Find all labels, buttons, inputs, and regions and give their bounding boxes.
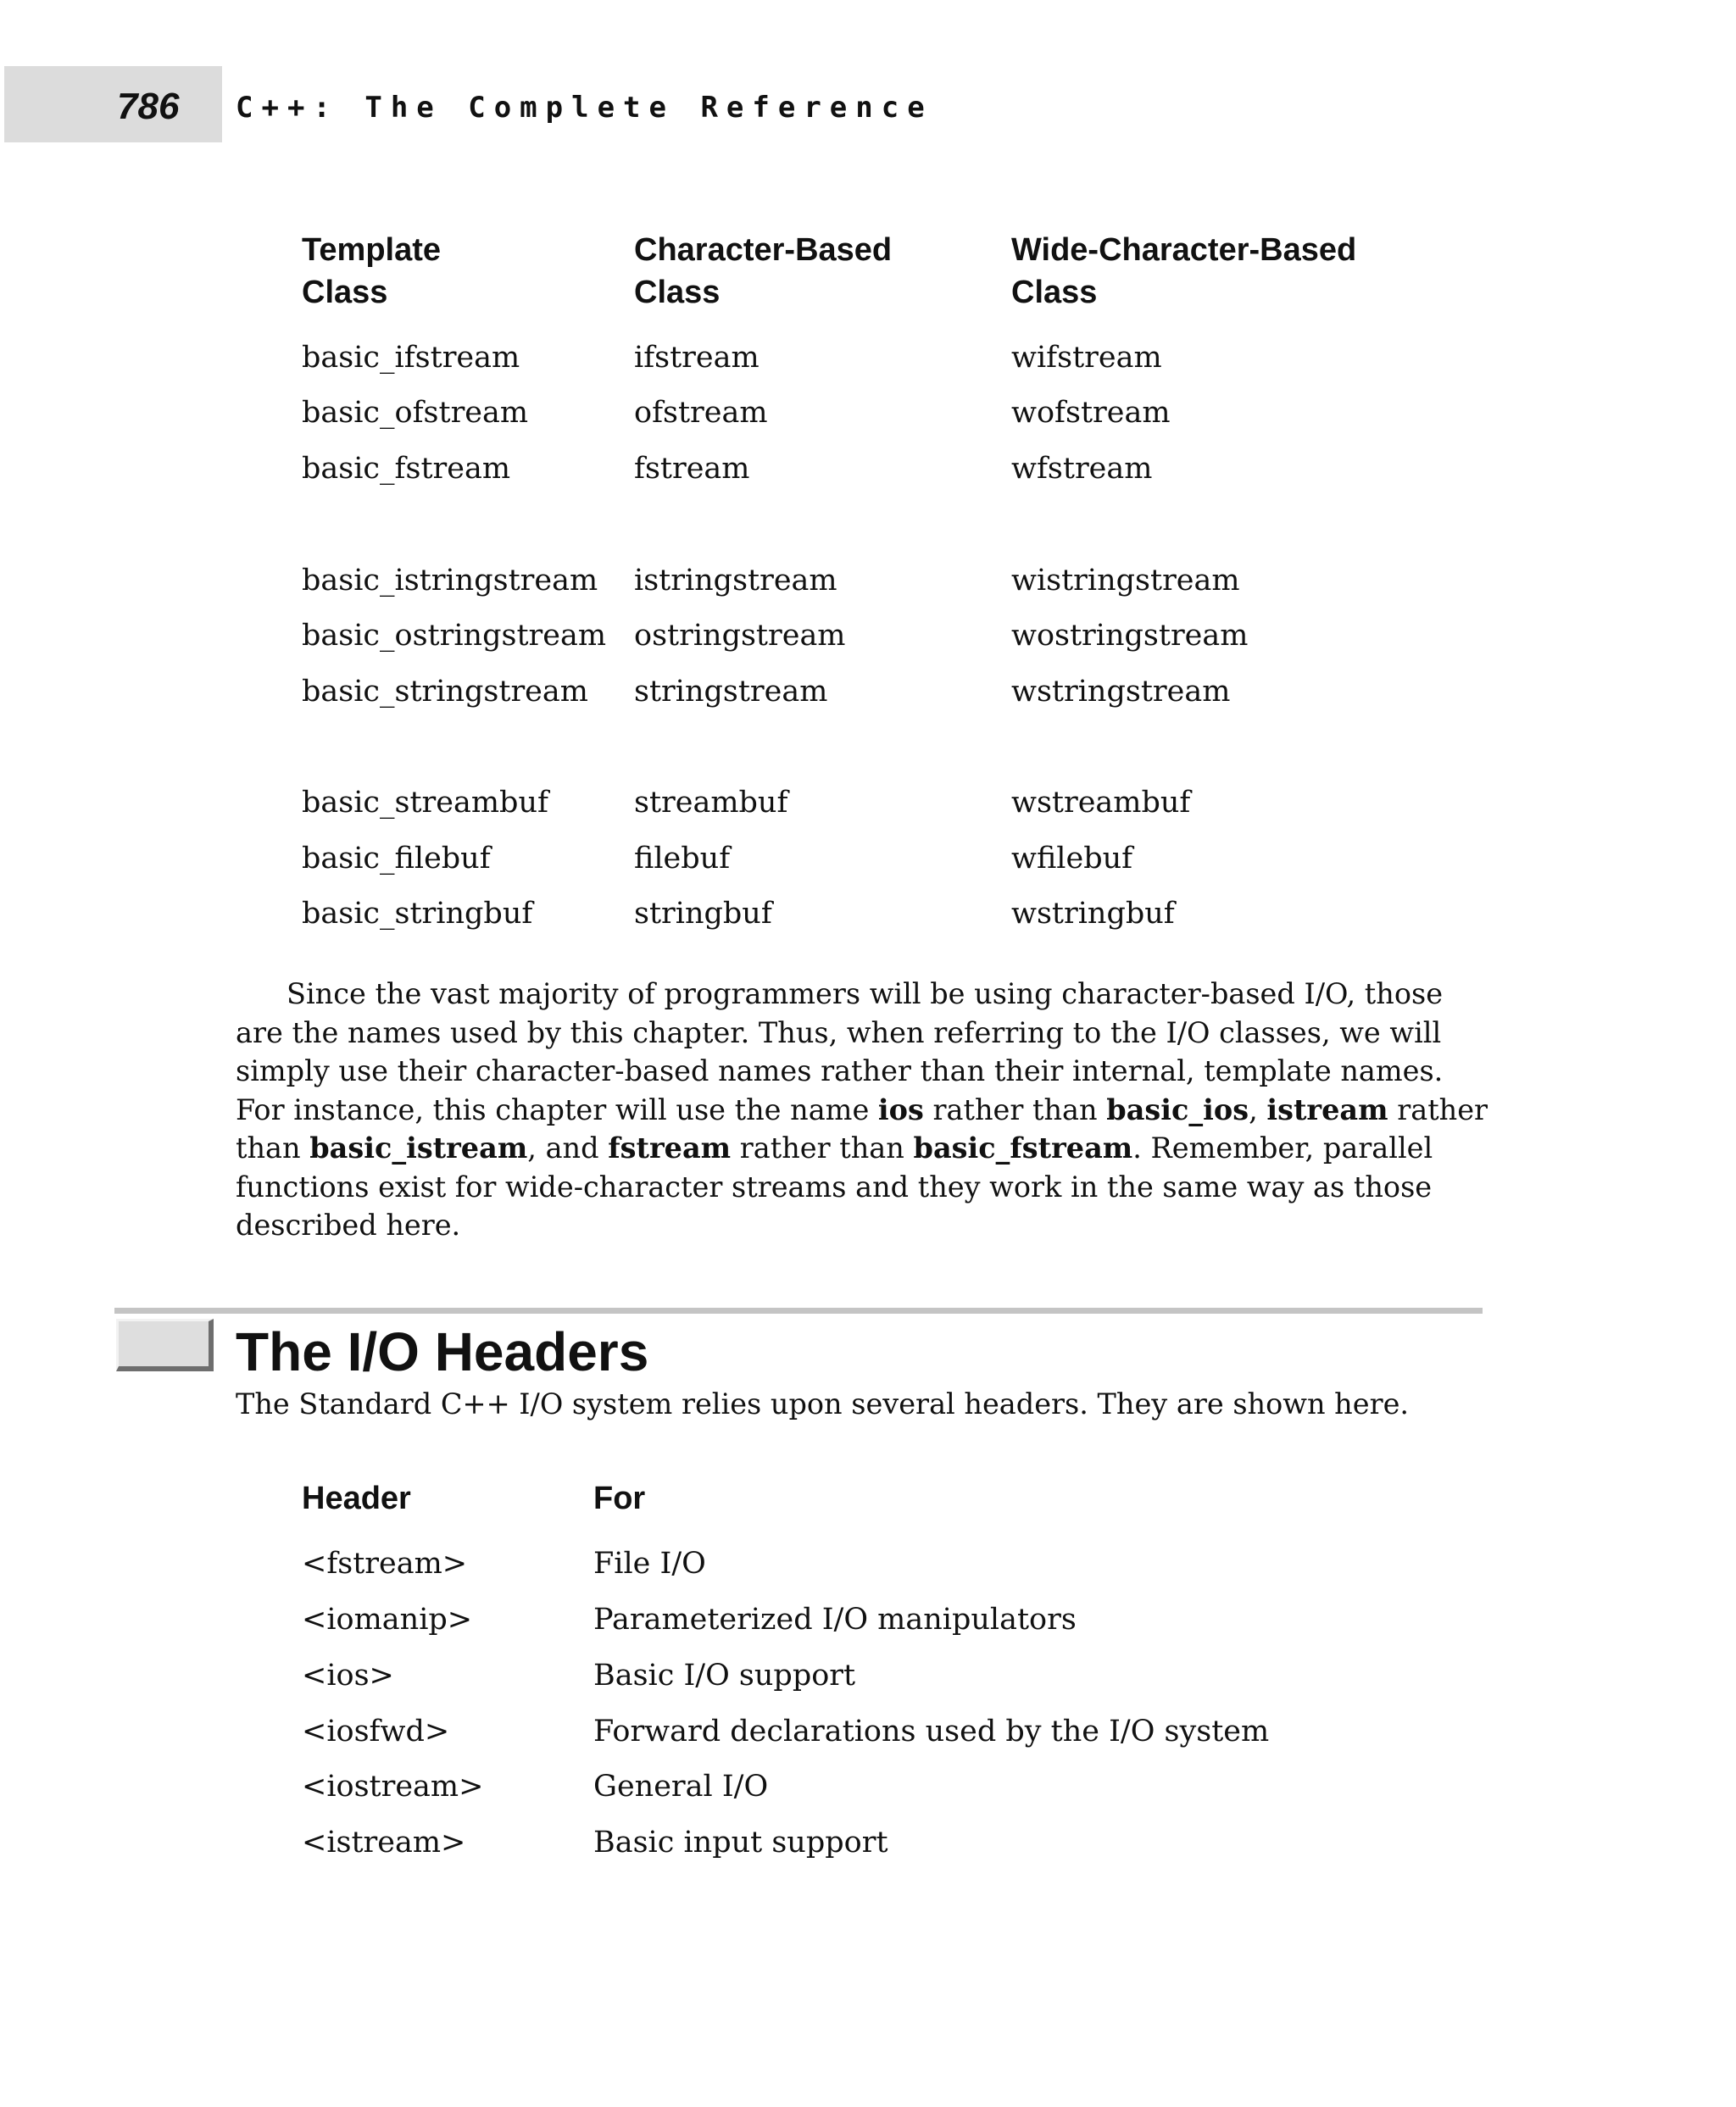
text-run: rather than bbox=[731, 1131, 914, 1165]
table-cell: <iostream> bbox=[302, 1770, 484, 1804]
table-cell: Forward declarations used by the I/O system bbox=[593, 1715, 1270, 1748]
text-run: . Remember, parallel bbox=[1132, 1131, 1433, 1165]
paragraph-line: are the names used by this chapter. Thus, when referring to the I/O classes, we will bbox=[236, 1015, 1442, 1049]
text-run: rather than bbox=[923, 1092, 1107, 1126]
section-rule bbox=[114, 1308, 1483, 1314]
text-run: than bbox=[236, 1131, 310, 1165]
table-cell: basic_ifstream bbox=[302, 341, 520, 375]
table-cell: ifstream bbox=[634, 341, 760, 375]
table-cell: basic_fstream bbox=[302, 452, 511, 486]
table-cell: basic_ostringstream bbox=[302, 619, 607, 653]
table-cell: Basic input support bbox=[593, 1826, 888, 1860]
table-cell: basic_streambuf bbox=[302, 786, 548, 820]
table-cell: basic_stringstream bbox=[302, 675, 588, 709]
table-cell: wstringbuf bbox=[1011, 897, 1175, 931]
table-cell: Parameterized I/O manipulators bbox=[593, 1603, 1077, 1637]
paragraph-line: simply use their character-based names rather than their internal, template names. bbox=[236, 1054, 1444, 1087]
page-number: 786 bbox=[117, 86, 180, 127]
table-cell: filebuf bbox=[634, 842, 731, 876]
class-table-header-char-line1: Character-Based bbox=[634, 232, 893, 268]
table-cell: stringbuf bbox=[634, 897, 772, 931]
section-title: The I/O Headers bbox=[236, 1321, 649, 1382]
class-table-header-char-line2: Class bbox=[634, 275, 721, 310]
table-cell: File I/O bbox=[593, 1547, 706, 1581]
table-cell: wifstream bbox=[1011, 341, 1162, 375]
page-number-tab bbox=[4, 66, 222, 142]
code-term-basic-ios: basic_ios bbox=[1106, 1092, 1249, 1126]
table-cell: <fstream> bbox=[302, 1547, 468, 1581]
section-intro: The Standard C++ I/O system relies upon several headers. They are shown here. bbox=[236, 1387, 1410, 1420]
text-run: , bbox=[1249, 1092, 1267, 1126]
class-table-header-template-line2: Class bbox=[302, 275, 388, 310]
table-cell: wfstream bbox=[1011, 452, 1153, 486]
table-cell: wofstream bbox=[1011, 396, 1171, 430]
code-term-ios: ios bbox=[877, 1092, 924, 1126]
code-term-istream: istream bbox=[1266, 1092, 1388, 1126]
table-cell: wostringstream bbox=[1011, 619, 1249, 653]
running-head: C++: The Complete Reference bbox=[236, 91, 933, 125]
table-cell: Basic I/O support bbox=[593, 1659, 856, 1693]
text-run: For instance, this chapter will use the name bbox=[236, 1092, 878, 1126]
class-table-header-wide-line1: Wide-Character-Based bbox=[1011, 232, 1357, 268]
table-cell: wfilebuf bbox=[1011, 842, 1133, 876]
table-cell: wstringstream bbox=[1011, 675, 1231, 709]
paragraph-line: Since the vast majority of programmers will be using character-based I/O, those bbox=[287, 977, 1444, 1010]
paragraph-line bbox=[236, 1129, 1448, 1168]
table-cell: <ios> bbox=[302, 1659, 394, 1693]
table-cell: wistringstream bbox=[1011, 564, 1240, 598]
table-cell: ostringstream bbox=[634, 619, 846, 653]
table-cell: basic_istringstream bbox=[302, 564, 598, 598]
table-cell: streambuf bbox=[634, 786, 788, 820]
table-cell: basic_ofstream bbox=[302, 396, 529, 430]
paragraph-line: functions exist for wide-character streams and they work in the same way as those bbox=[236, 1170, 1433, 1204]
table-cell: wstreambuf bbox=[1011, 786, 1191, 820]
code-term-fstream: fstream bbox=[608, 1131, 732, 1165]
section-marker-box bbox=[116, 1319, 214, 1371]
paragraph-line bbox=[236, 1091, 1488, 1130]
table-cell: stringstream bbox=[634, 675, 828, 709]
table-cell: basic_stringbuf bbox=[302, 897, 533, 931]
code-term-basic-fstream: basic_fstream bbox=[913, 1131, 1133, 1165]
table-cell: fstream bbox=[634, 452, 750, 486]
class-table-header-wide-line2: Class bbox=[1011, 275, 1098, 310]
table-cell: <iomanip> bbox=[302, 1603, 473, 1637]
table-cell: General I/O bbox=[593, 1770, 769, 1804]
headers-table-header-for: For bbox=[593, 1481, 646, 1516]
table-cell: <istream> bbox=[302, 1826, 466, 1860]
body-paragraph bbox=[236, 975, 1488, 1245]
table-cell: ofstream bbox=[634, 396, 768, 430]
table-cell: basic_filebuf bbox=[302, 842, 491, 876]
table-cell: <iosfwd> bbox=[302, 1715, 450, 1748]
text-run: rather bbox=[1388, 1092, 1488, 1126]
paragraph-line: described here. bbox=[236, 1209, 461, 1242]
table-cell: istringstream bbox=[634, 564, 837, 598]
class-table-header-template-line1: Template bbox=[302, 232, 442, 268]
code-term-basic-istream: basic_istream bbox=[309, 1131, 528, 1165]
headers-table-header-header: Header bbox=[302, 1481, 411, 1516]
text-run: , and bbox=[527, 1131, 609, 1165]
